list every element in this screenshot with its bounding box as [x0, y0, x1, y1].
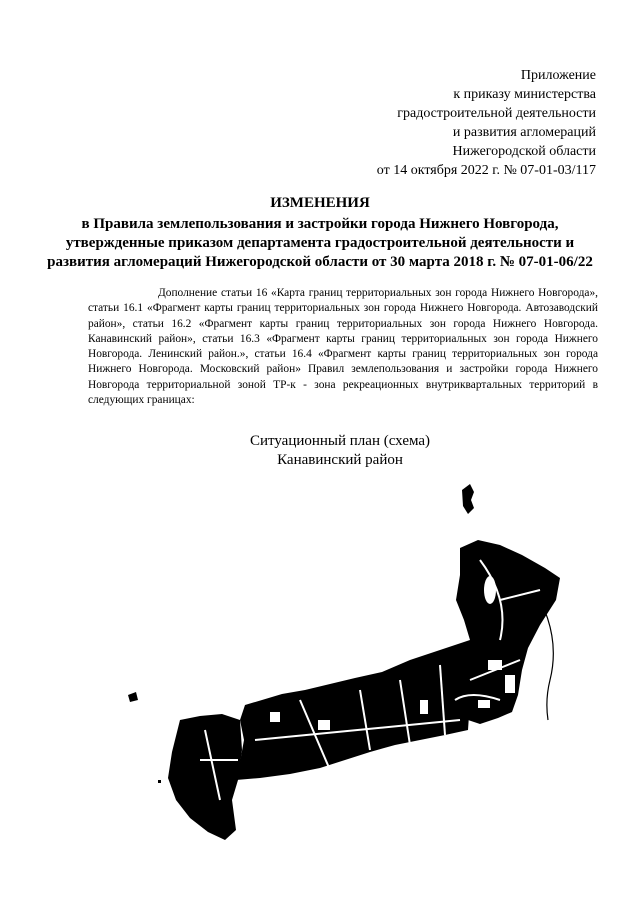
map-northern-arm — [456, 540, 560, 724]
appendix-line-4: и развития агломераций — [452, 125, 596, 140]
appendix-line-3: градостроительной деятельности — [397, 106, 596, 121]
document-subtitle: в Правила землепользования и застройки города Нижнего Новгорода, утвержденные приказом департамента градостроительной деятельности и развития агломераций Нижегородской области от 30 марта 2018 г. № 07-01-06/22 — [47, 216, 593, 270]
situation-plan-title: Ситуационный план (схема) — [249, 433, 431, 449]
appendix-line-1: Приложение — [520, 68, 596, 83]
situation-plan-district: Канавинский район — [277, 452, 403, 468]
map-central-area — [236, 640, 470, 780]
map-fragment-north — [462, 484, 474, 514]
document-title: ИЗМЕНЕНИЯ — [270, 195, 370, 211]
map-fragment-west — [128, 692, 138, 702]
appendix-line-5: Нижегородской области — [452, 144, 596, 159]
appendix-line-2: к приказу министерства — [453, 87, 596, 102]
appendix-line-6: от 14 октября 2022 г. № 07-01-03/117 — [376, 163, 596, 178]
body-paragraph: Дополнение статьи 16 «Карта границ территориальных зон города Нижнего Новгорода», статьи 16.1 «Фрагмент карты границ территориальных зон города Нижнего Новгорода. Автозаводский район», статьи 16.2 «Фрагмент карты границ территориальных зон города Нижнего Новгорода. Канавинский район», статьи 16.3 «Фрагмент карты границ территориальных зон города Нижнего Новгорода. Ленинский район.», статьи 16.4 «Фрагмент карты границ территориальных зон города Нижнего Новгорода. Московский район» Правил землепользования и застройки города Нижнего Новгорода территориальной зоной ТР-к - зона рекреационных внутриквартальных территорий в следующих границах: — [88, 287, 598, 407]
